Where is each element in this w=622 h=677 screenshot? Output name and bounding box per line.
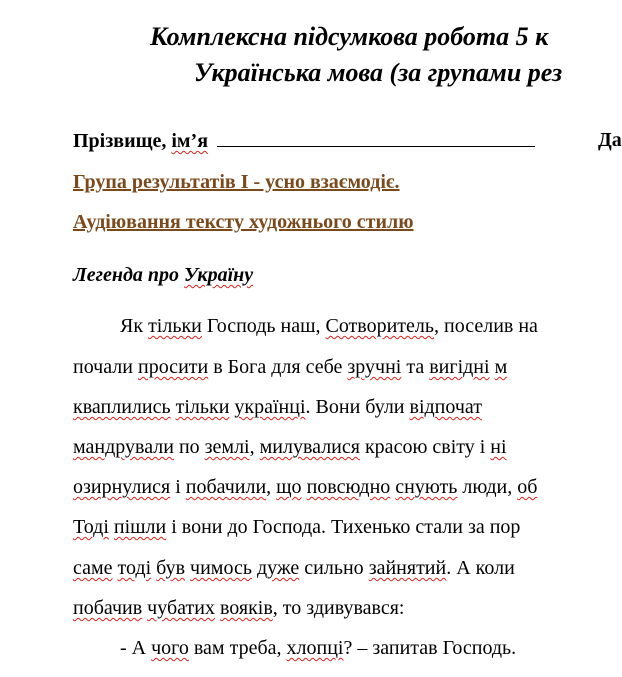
- spellcheck-word: об: [517, 476, 538, 498]
- spellcheck-word: тільки: [175, 396, 230, 418]
- spellcheck-word: вояків: [219, 597, 273, 619]
- spellcheck-word: м: [494, 356, 508, 378]
- spellcheck-word: зручні: [347, 356, 402, 378]
- story-text: почали: [73, 356, 138, 378]
- spellcheck-word: просити: [137, 356, 209, 378]
- spellcheck-word: дуже: [256, 557, 300, 579]
- story-text: по: [173, 436, 205, 458]
- spellcheck-word: милувалися: [259, 436, 360, 458]
- story-line: [120, 314, 538, 338]
- story-text: люди,: [457, 476, 518, 498]
- spellcheck-word: землі: [204, 436, 250, 458]
- story-text: ? – запитав Господь.: [343, 637, 517, 659]
- spellcheck-word: чубатих: [147, 597, 215, 619]
- spellcheck-word: кваплились: [73, 396, 171, 418]
- story-text: і: [170, 476, 186, 498]
- story-title: Легенда про Україну: [73, 264, 254, 286]
- document-title-line-1: [150, 22, 548, 52]
- story-text: Як: [120, 315, 149, 337]
- story-line: [73, 475, 537, 499]
- spellcheck-word: хлопці: [286, 637, 344, 659]
- spellcheck-word: Тоді: [73, 516, 109, 538]
- title-text-1: Комплексна підсумкова робота 5 к: [150, 22, 549, 51]
- spellcheck-word: саме: [73, 557, 113, 579]
- spellcheck-word: ні: [490, 436, 507, 458]
- story-line: [120, 636, 516, 660]
- spellcheck-word: українці: [234, 396, 306, 418]
- story-text: Господь наш,: [201, 315, 326, 337]
- date-label: Да: [598, 129, 622, 151]
- spellcheck-word: побачили: [185, 476, 267, 498]
- story-text: красою світу і: [359, 436, 491, 458]
- spellcheck-word: побачив: [73, 597, 143, 619]
- title-text-2: Українська мова (за групами рез: [194, 58, 563, 87]
- spellcheck-word: тоді: [117, 557, 152, 579]
- story-text: вам треба,: [188, 637, 287, 659]
- name-blank-field[interactable]: [217, 128, 535, 147]
- story-line: [73, 515, 520, 539]
- spellcheck-word: мандрували: [73, 436, 174, 458]
- story-text: в Бога для себе: [208, 356, 348, 378]
- story-text: . А коли: [446, 557, 515, 579]
- name-label-word: ім’я: [171, 130, 209, 152]
- story-text: ,: [266, 476, 277, 498]
- spellcheck-word: озирнулися: [73, 476, 171, 498]
- story-line: [73, 596, 404, 620]
- story-text: та: [401, 356, 430, 378]
- spellcheck-word: був: [156, 557, 186, 579]
- group-heading: Група результатів І - усно взаємодіє.: [73, 171, 400, 193]
- spellcheck-word: вигідні: [429, 356, 490, 378]
- story-line: [73, 395, 482, 419]
- story-text: і вони до Господа. Тихенько стали за пор: [166, 516, 521, 538]
- spellcheck-word: чого: [151, 637, 189, 659]
- spellcheck-word: зайнятий: [368, 557, 447, 579]
- story-line: [73, 556, 515, 580]
- spellcheck-word: пішли: [113, 516, 167, 538]
- spellcheck-word: чимось: [190, 557, 252, 579]
- story-text: , поселив на: [434, 315, 538, 337]
- spellcheck-word: повсюдно: [306, 476, 391, 498]
- spellcheck-word: Сотворитель: [325, 315, 435, 337]
- student-name-row: [73, 128, 535, 153]
- story-text: ,: [249, 436, 260, 458]
- listening-subheading: Аудіювання тексту художнього стилю: [73, 211, 414, 233]
- story-line: [73, 435, 507, 459]
- story-text: . Вони були: [305, 396, 410, 418]
- story-text: - А: [120, 637, 152, 659]
- story-text: сильно: [299, 557, 369, 579]
- name-label: Прізвище, ім’я: [73, 130, 209, 152]
- spellcheck-word: снують: [395, 476, 458, 498]
- spellcheck-word: тільки: [148, 315, 202, 337]
- story-line: [73, 355, 507, 379]
- spellcheck-word: що: [276, 476, 302, 498]
- spellcheck-word: відпочат: [409, 396, 483, 418]
- document-title-line-2: [194, 58, 562, 88]
- story-text: , то здивувався:: [272, 597, 405, 619]
